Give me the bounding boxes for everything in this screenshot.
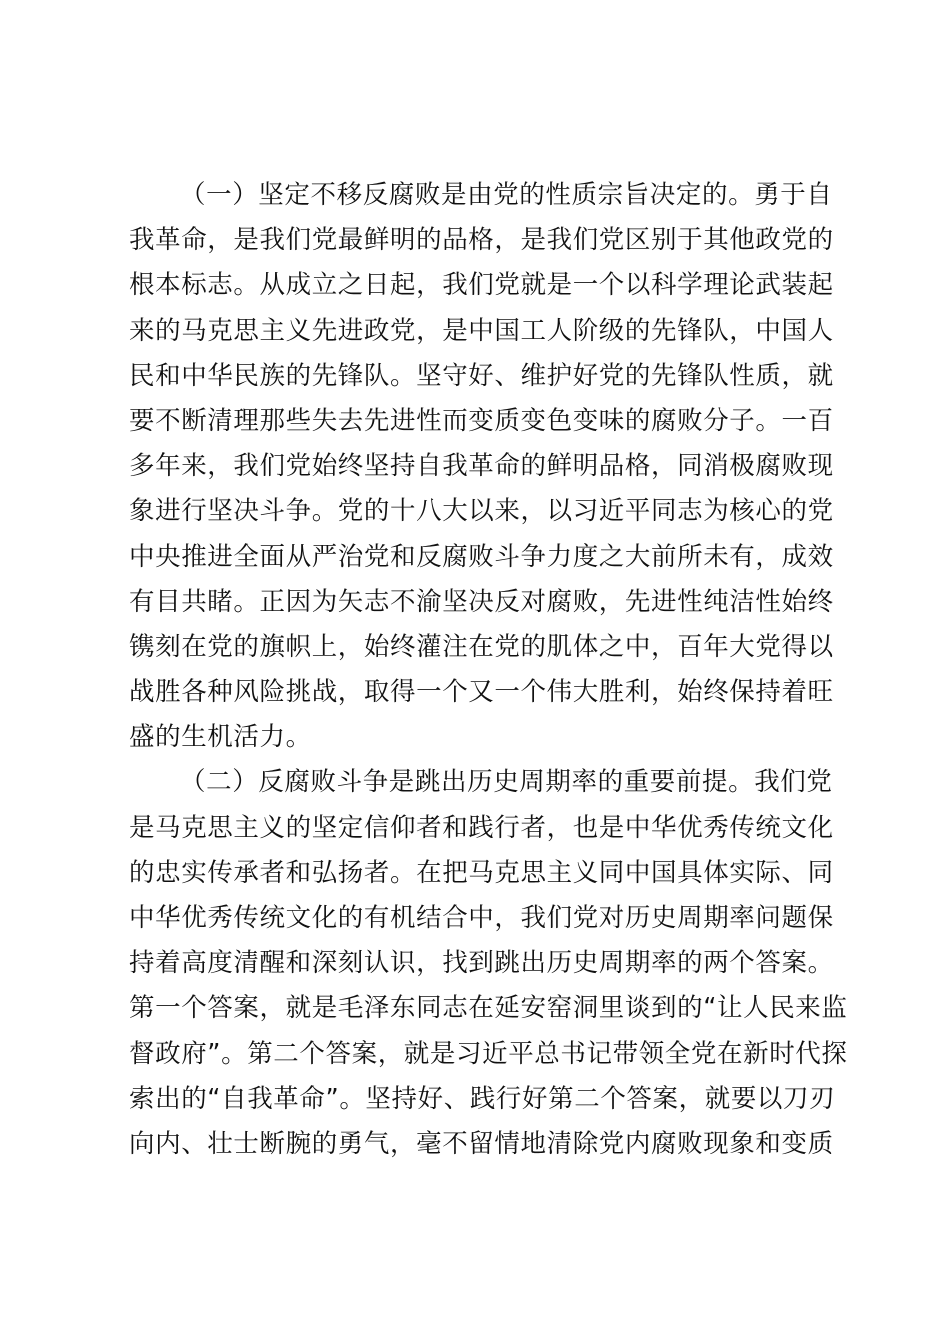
text-line: 是马克思主义的坚定信仰者和践行者，也是中华优秀传统文化 <box>129 812 834 843</box>
text-line: 中华优秀传统文化的有机结合中，我们党对历史周期率问题保 <box>129 903 834 933</box>
paragraph-1 <box>129 173 834 760</box>
text-line: 有目共睹。正因为矢志不渝坚决反对腐败，先进性纯洁性始终 <box>129 586 834 617</box>
text-line: 第一个答案，就是毛泽东同志在延安窑洞里谈到的“让人民来监 <box>129 993 848 1024</box>
text-line: 根本标志。从成立之日起，我们党就是一个以科学理论武装起 <box>129 270 834 301</box>
text-line: 多年来，我们党始终坚持自我革命的鲜明品格，同消极腐败现 <box>129 451 834 482</box>
text-line: 我革命，是我们党最鲜明的品格，是我们党区别于其他政党的 <box>129 225 834 256</box>
text-line: 象进行坚决斗争。党的十八大以来，以习近平同志为核心的党 <box>129 496 834 527</box>
text-line: 的忠实传承者和弘扬者。在把马克思主义同中国具体实际、同 <box>129 857 834 888</box>
text-line: 战胜各种风险挑战，取得一个又一个伟大胜利，始终保持着旺 <box>129 677 834 708</box>
text-line: 索出的“自我革命”。坚持好、践行好第二个答案，就要以刀刃 <box>129 1083 836 1114</box>
text-line: 民和中华民族的先锋队。坚守好、维护好党的先锋队性质，就 <box>129 360 834 391</box>
text-line: 向内、壮士断腕的勇气，毫不留情地清除党内腐败现象和变质 <box>129 1128 834 1159</box>
text-line: 持着高度清醒和深刻认识，找到跳出历史周期率的两个答案。 <box>129 948 834 979</box>
text-line: 督政府”。第二个答案，就是习近平总书记带领全党在新时代探 <box>129 1038 848 1069</box>
paragraph-2 <box>129 760 848 1167</box>
text-line: 要不断清理那些失去先进性而变质变色变味的腐败分子。一百 <box>129 405 834 436</box>
text-line: 来的马克思主义先进政党，是中国工人阶级的先锋队，中国人 <box>129 315 834 346</box>
text-line: 盛的生机活力。 <box>129 722 312 753</box>
text-line: （二）反腐败斗争是跳出历史周期率的重要前提。我们党 <box>180 767 833 798</box>
document-body <box>129 173 848 1167</box>
text-line: （一）坚定不移反腐败是由党的性质宗旨决定的。勇于自 <box>180 180 833 210</box>
text-line: 镌刻在党的旗帜上，始终灌注在党的肌体之中，百年大党得以 <box>129 631 834 662</box>
text-line: 中央推进全面从严治党和反腐败斗争力度之大前所未有，成效 <box>129 541 834 572</box>
